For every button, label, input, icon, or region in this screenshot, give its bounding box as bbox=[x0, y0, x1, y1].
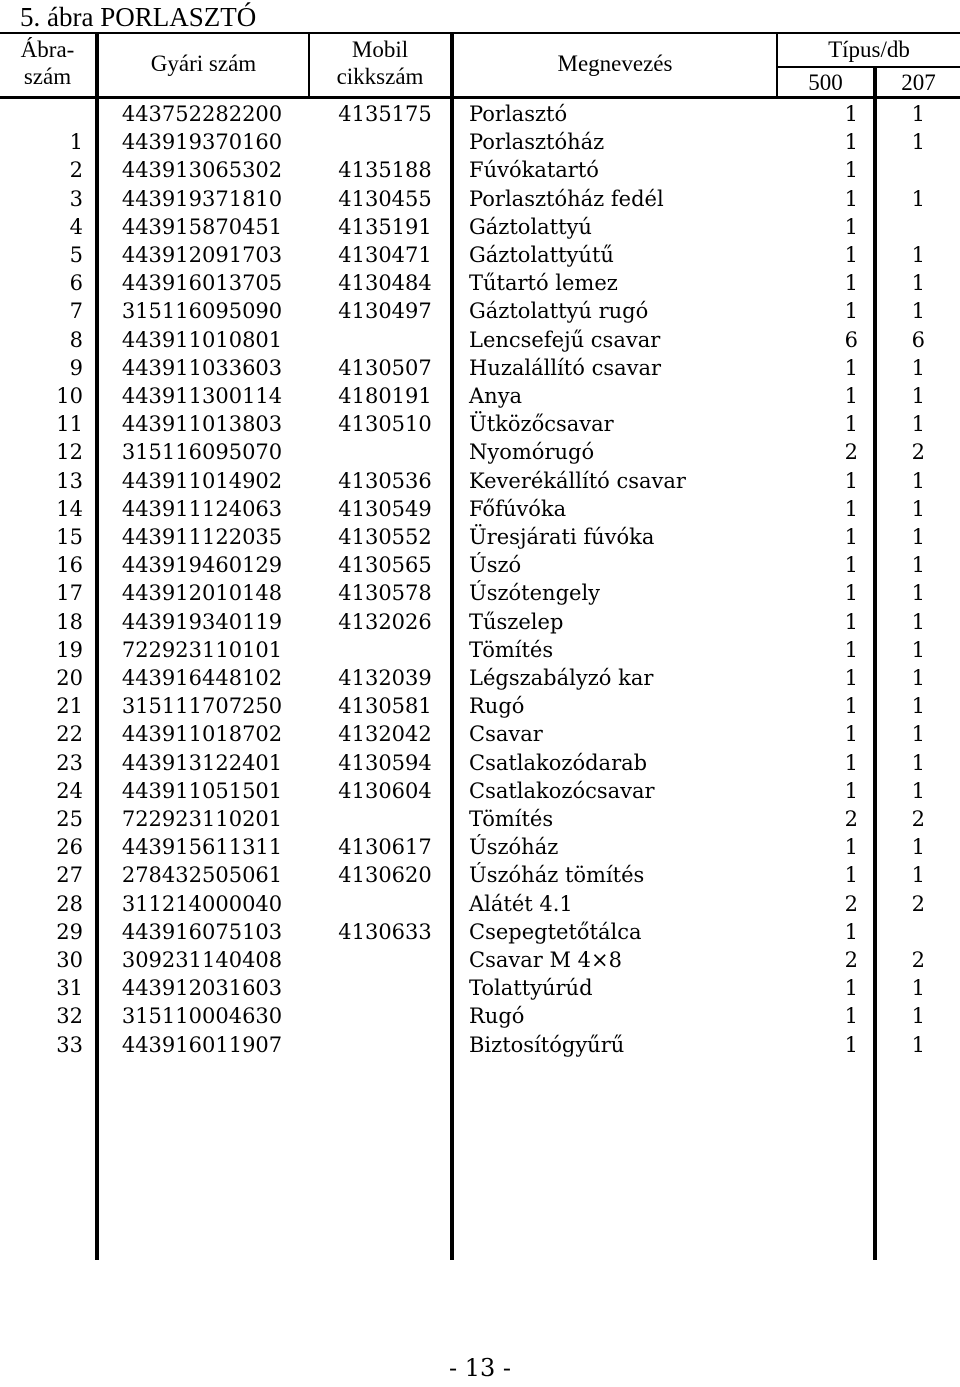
part-name: Gáztolattyú rugó bbox=[469, 299, 649, 324]
part-name: Porlasztóház fedél bbox=[469, 186, 664, 211]
row-number: 28 bbox=[56, 891, 83, 916]
part-name: Tömítés bbox=[469, 637, 554, 662]
qty-207: 1 bbox=[911, 412, 925, 437]
part-name: Üresjárati fúvóka bbox=[469, 525, 655, 549]
mobil-number: 4132042 bbox=[338, 722, 432, 747]
qty-500: 1 bbox=[844, 609, 858, 634]
table-row bbox=[0, 438, 960, 466]
table-row bbox=[0, 495, 960, 523]
row-number: 19 bbox=[56, 637, 83, 662]
table-row bbox=[0, 551, 960, 579]
mobil-number: 4130620 bbox=[338, 863, 432, 888]
header-abraszam bbox=[0, 36, 95, 90]
header-gyari-szam: Gyári szám bbox=[150, 51, 257, 76]
factory-number: 443912010148 bbox=[121, 581, 283, 606]
qty-207: 1 bbox=[911, 1004, 925, 1029]
table-top-border bbox=[0, 32, 960, 34]
table-row bbox=[0, 523, 960, 551]
qty-207: 2 bbox=[911, 948, 925, 972]
row-number: 22 bbox=[56, 722, 83, 747]
row-number: 23 bbox=[56, 750, 83, 775]
part-name: Tömítés bbox=[469, 807, 554, 831]
row-number: 18 bbox=[56, 609, 83, 634]
table-row bbox=[0, 213, 960, 241]
mobil-number: 4130617 bbox=[338, 835, 432, 860]
row-number: 20 bbox=[56, 666, 83, 690]
factory-number: 443911010801 bbox=[121, 327, 283, 352]
qty-207: 1 bbox=[911, 722, 925, 747]
factory-number: 443911051501 bbox=[121, 778, 283, 803]
qty-207: 1 bbox=[911, 609, 925, 634]
qty-207: 1 bbox=[911, 299, 925, 324]
part-name: Úszótengely bbox=[469, 581, 601, 606]
page-number: - 13 - bbox=[448, 1354, 511, 1382]
table-row bbox=[0, 805, 960, 833]
header-abraszam-line1: Ábra- bbox=[20, 37, 75, 62]
mobil-number: 4135191 bbox=[338, 214, 432, 239]
qty-500: 1 bbox=[844, 976, 858, 1001]
qty-500: 1 bbox=[844, 637, 858, 662]
part-name: Rugó bbox=[469, 1004, 525, 1029]
mobil-number: 4135175 bbox=[338, 102, 432, 126]
part-name: Porlasztóház bbox=[469, 130, 605, 155]
table-row bbox=[0, 974, 960, 1002]
page-title: 5. ábra PORLASZTÓ bbox=[20, 2, 257, 32]
table-row bbox=[0, 326, 960, 354]
qty-500: 1 bbox=[844, 525, 858, 549]
qty-207: 1 bbox=[911, 130, 925, 155]
qty-500: 1 bbox=[844, 158, 858, 183]
table-row bbox=[0, 636, 960, 664]
factory-number: 311214000040 bbox=[121, 891, 283, 916]
part-name: Nyomórugó bbox=[469, 440, 595, 465]
part-name: Úszóház bbox=[469, 835, 559, 860]
mobil-number: 4132026 bbox=[338, 609, 432, 634]
qty-207: 1 bbox=[911, 525, 925, 549]
row-number: 7 bbox=[69, 299, 83, 324]
mobil-number: 4130594 bbox=[338, 750, 432, 775]
factory-number: 443919371810 bbox=[121, 186, 283, 211]
table-row bbox=[0, 579, 960, 607]
mobil-number: 4130552 bbox=[338, 525, 432, 549]
qty-207: 1 bbox=[911, 1032, 925, 1057]
table-row bbox=[0, 777, 960, 805]
qty-207: 6 bbox=[911, 327, 925, 352]
table-row bbox=[0, 720, 960, 748]
row-number: 16 bbox=[56, 553, 83, 578]
table-row bbox=[0, 833, 960, 861]
header-bottom-border bbox=[0, 96, 960, 99]
part-name: Csepegtetőtálca bbox=[469, 919, 642, 944]
mobil-number: 4130484 bbox=[338, 271, 432, 296]
qty-207: 2 bbox=[911, 807, 925, 831]
mobil-number: 4180191 bbox=[338, 384, 432, 408]
part-name: Rugó bbox=[469, 694, 525, 719]
row-number: 24 bbox=[56, 778, 83, 803]
qty-207: 1 bbox=[911, 553, 925, 578]
factory-number: 315110004630 bbox=[121, 1004, 283, 1029]
mobil-number: 4130507 bbox=[338, 355, 432, 380]
row-number: 32 bbox=[56, 1004, 83, 1029]
row-number: 10 bbox=[56, 384, 83, 408]
table-row bbox=[0, 608, 960, 636]
qty-207: 1 bbox=[911, 778, 925, 803]
row-number: 21 bbox=[56, 694, 83, 719]
row-number: 13 bbox=[56, 468, 83, 493]
qty-500: 1 bbox=[844, 553, 858, 578]
row-number: 4 bbox=[69, 214, 83, 239]
qty-207: 1 bbox=[911, 243, 925, 267]
factory-number: 315116095070 bbox=[121, 440, 283, 465]
qty-500: 1 bbox=[844, 384, 858, 408]
qty-207: 1 bbox=[911, 496, 925, 521]
mobil-number: 4130471 bbox=[338, 243, 432, 267]
factory-number: 443916011907 bbox=[121, 1032, 283, 1057]
qty-500: 2 bbox=[844, 807, 858, 831]
factory-number: 315116095090 bbox=[121, 299, 283, 324]
part-name: Tolattyúrúd bbox=[469, 976, 593, 1001]
factory-number: 443911018702 bbox=[121, 722, 283, 747]
qty-500: 1 bbox=[844, 750, 858, 775]
factory-number: 443919460129 bbox=[121, 553, 283, 578]
factory-number: 443911013803 bbox=[121, 412, 283, 437]
qty-500: 1 bbox=[844, 412, 858, 437]
factory-number: 443911014902 bbox=[121, 468, 283, 493]
part-name: Légszabályzó kar bbox=[469, 666, 654, 690]
part-name: Gáztolattyútű bbox=[469, 243, 614, 267]
mobil-number: 4130581 bbox=[338, 694, 432, 719]
mobil-number: 4135188 bbox=[338, 158, 432, 183]
table-row bbox=[0, 382, 960, 410]
part-name: Anya bbox=[469, 384, 523, 408]
row-number: 8 bbox=[69, 327, 83, 352]
row-number: 31 bbox=[56, 976, 83, 1001]
row-number: 17 bbox=[56, 581, 83, 606]
row-number: 29 bbox=[56, 919, 83, 944]
row-number: 5 bbox=[69, 243, 83, 267]
qty-207: 1 bbox=[911, 581, 925, 606]
qty-500: 1 bbox=[844, 299, 858, 324]
table-row bbox=[0, 861, 960, 889]
qty-500: 1 bbox=[844, 130, 858, 155]
mobil-number: 4130455 bbox=[338, 186, 432, 211]
qty-500: 1 bbox=[844, 778, 858, 803]
qty-500: 1 bbox=[844, 468, 858, 493]
qty-207: 2 bbox=[911, 891, 925, 916]
qty-500: 1 bbox=[844, 496, 858, 521]
table-row bbox=[0, 100, 960, 128]
table-row bbox=[0, 128, 960, 156]
header-mobil-cikkszam bbox=[310, 36, 450, 90]
row-number: 27 bbox=[56, 863, 83, 888]
qty-500: 1 bbox=[844, 863, 858, 888]
factory-number: 315111707250 bbox=[121, 694, 283, 719]
qty-500: 1 bbox=[844, 722, 858, 747]
part-name: Gáztolattyú bbox=[469, 214, 592, 239]
table-row bbox=[0, 890, 960, 918]
qty-500: 1 bbox=[844, 271, 858, 296]
factory-number: 443916448102 bbox=[121, 666, 283, 690]
part-name: Úszó bbox=[469, 553, 522, 578]
row-number: 6 bbox=[69, 271, 83, 296]
factory-number: 443916075103 bbox=[121, 919, 283, 944]
table-row bbox=[0, 185, 960, 213]
factory-number: 443916013705 bbox=[121, 271, 283, 296]
row-number: 33 bbox=[56, 1032, 83, 1057]
table-row bbox=[0, 1031, 960, 1059]
header-tipus-500: 500 bbox=[808, 70, 843, 95]
factory-number: 443911033603 bbox=[121, 355, 283, 380]
part-name: Keverékállító csavar bbox=[469, 468, 686, 493]
mobil-number: 4130633 bbox=[338, 919, 432, 944]
part-name: Tűtartó lemez bbox=[469, 271, 618, 296]
qty-207: 1 bbox=[911, 863, 925, 888]
qty-500: 1 bbox=[844, 666, 858, 690]
qty-500: 1 bbox=[844, 214, 858, 239]
part-name: Tűszelep bbox=[469, 609, 564, 634]
qty-207: 1 bbox=[911, 355, 925, 380]
qty-500: 2 bbox=[844, 891, 858, 916]
table-row bbox=[0, 692, 960, 720]
qty-207: 1 bbox=[911, 271, 925, 296]
header-abraszam-line2: szám bbox=[23, 64, 72, 89]
table-row bbox=[0, 297, 960, 325]
row-number: 30 bbox=[56, 948, 83, 972]
qty-207: 1 bbox=[911, 694, 925, 719]
mobil-number: 4130549 bbox=[338, 496, 432, 521]
qty-500: 1 bbox=[844, 835, 858, 860]
factory-number: 722923110201 bbox=[121, 807, 283, 831]
factory-number: 443911122035 bbox=[121, 525, 283, 549]
qty-500: 1 bbox=[844, 919, 858, 944]
table-row bbox=[0, 410, 960, 438]
part-name: Csavar M 4×8 bbox=[469, 948, 622, 972]
factory-number: 443915611311 bbox=[121, 835, 283, 860]
qty-500: 1 bbox=[844, 1032, 858, 1057]
factory-number: 443752282200 bbox=[121, 102, 283, 126]
qty-207: 1 bbox=[911, 666, 925, 690]
factory-number: 443919370160 bbox=[121, 130, 283, 155]
qty-207: 1 bbox=[911, 835, 925, 860]
qty-500: 1 bbox=[844, 186, 858, 211]
factory-number: 443912091703 bbox=[121, 243, 283, 267]
table-row bbox=[0, 664, 960, 692]
header-megnevezes: Megnevezés bbox=[557, 51, 673, 76]
factory-number: 443913122401 bbox=[121, 750, 283, 775]
qty-500: 1 bbox=[844, 581, 858, 606]
factory-number: 309231140408 bbox=[121, 948, 283, 972]
qty-207: 1 bbox=[911, 976, 925, 1001]
header-mobil-line2: cikkszám bbox=[336, 64, 424, 89]
part-name: Huzalállító csavar bbox=[469, 355, 662, 380]
row-number: 3 bbox=[69, 186, 83, 211]
mobil-number: 4130604 bbox=[338, 778, 432, 803]
qty-207: 1 bbox=[911, 637, 925, 662]
table-row bbox=[0, 269, 960, 297]
part-name: Porlasztó bbox=[469, 102, 568, 126]
mobil-number: 4130578 bbox=[338, 581, 432, 606]
row-number: 15 bbox=[56, 525, 83, 549]
qty-500: 6 bbox=[844, 327, 858, 352]
table-row bbox=[0, 1002, 960, 1030]
row-number: 1 bbox=[69, 130, 83, 155]
factory-number: 443919340119 bbox=[121, 609, 283, 634]
part-name: Csatlakozócsavar bbox=[469, 778, 655, 803]
qty-500: 2 bbox=[844, 440, 858, 465]
part-name: Biztosítógyűrű bbox=[469, 1032, 625, 1057]
factory-number: 443913065302 bbox=[121, 158, 283, 183]
part-name: Alátét 4.1 bbox=[469, 891, 573, 916]
table-row bbox=[0, 241, 960, 269]
qty-500: 1 bbox=[844, 1004, 858, 1029]
qty-500: 2 bbox=[844, 948, 858, 972]
header-tipus-db: Típus/db bbox=[828, 37, 910, 62]
part-name: Fúvókatartó bbox=[469, 158, 599, 183]
part-name: Lencsefejű csavar bbox=[469, 327, 661, 352]
table-row bbox=[0, 946, 960, 974]
factory-number: 443911300114 bbox=[121, 384, 283, 408]
qty-207: 1 bbox=[911, 750, 925, 775]
row-number: 26 bbox=[56, 835, 83, 860]
factory-number: 278432505061 bbox=[121, 863, 283, 888]
qty-207: 1 bbox=[911, 468, 925, 493]
mobil-number: 4132039 bbox=[338, 666, 432, 690]
row-number: 11 bbox=[56, 412, 83, 437]
qty-500: 1 bbox=[844, 694, 858, 719]
row-number: 2 bbox=[69, 158, 83, 183]
qty-207: 1 bbox=[911, 186, 925, 211]
row-number: 14 bbox=[56, 496, 83, 521]
part-name: Ütközőcsavar bbox=[469, 412, 614, 437]
part-name: Csavar bbox=[469, 722, 543, 747]
factory-number: 722923110101 bbox=[121, 637, 283, 662]
part-name: Főfúvóka bbox=[469, 496, 567, 521]
header-mobil-line1: Mobil bbox=[351, 37, 409, 62]
table-row bbox=[0, 749, 960, 777]
row-number: 9 bbox=[69, 355, 83, 380]
mobil-number: 4130565 bbox=[338, 553, 432, 578]
qty-500: 1 bbox=[844, 243, 858, 267]
mobil-number: 4130497 bbox=[338, 299, 432, 324]
table-row bbox=[0, 467, 960, 495]
table-row bbox=[0, 918, 960, 946]
qty-207: 2 bbox=[911, 440, 925, 465]
row-number: 25 bbox=[56, 807, 83, 831]
mobil-number: 4130536 bbox=[338, 468, 432, 493]
header-tipus-207: 207 bbox=[901, 70, 936, 95]
factory-number: 443911124063 bbox=[121, 496, 283, 521]
mobil-number: 4130510 bbox=[338, 412, 432, 437]
part-name: Csatlakozódarab bbox=[469, 750, 648, 775]
tipus-subheader-border bbox=[778, 66, 960, 68]
qty-207: 1 bbox=[911, 384, 925, 408]
factory-number: 443915870451 bbox=[121, 214, 283, 239]
part-name: Úszóház tömítés bbox=[469, 863, 645, 888]
qty-500: 1 bbox=[844, 102, 858, 126]
qty-207: 1 bbox=[911, 102, 925, 126]
factory-number: 443912031603 bbox=[121, 976, 283, 1001]
row-number: 12 bbox=[56, 440, 83, 465]
table-row bbox=[0, 156, 960, 184]
qty-500: 1 bbox=[844, 355, 858, 380]
table-row bbox=[0, 354, 960, 382]
